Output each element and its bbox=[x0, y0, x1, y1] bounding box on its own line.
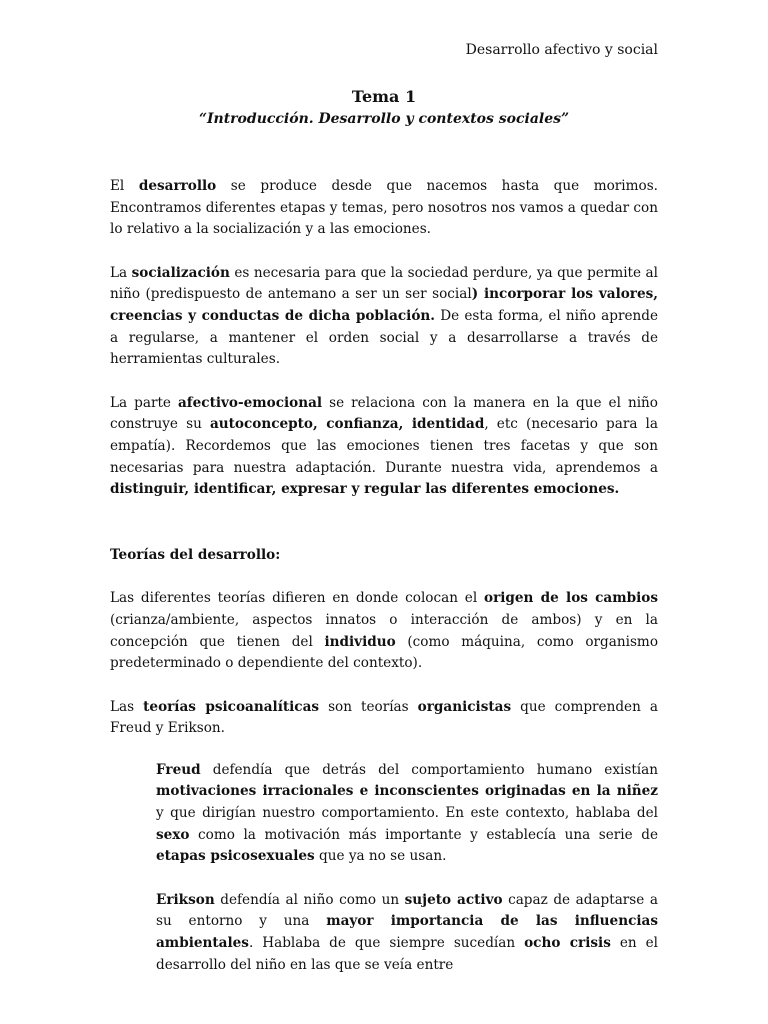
bold-text-run: socialización bbox=[131, 264, 230, 281]
text-run: La bbox=[110, 264, 132, 281]
text-run: y que dirigían nuestro comportamiento. En este contexto, hablaba del bbox=[156, 805, 658, 822]
bold-text-run: sujeto activo bbox=[404, 891, 503, 908]
bold-text-run: etapas psicosexuales bbox=[156, 848, 315, 865]
text-run: De esta forma, el niño aprende a regularse, a mantener el orden social y a desarrollarse a través de herramientas culturales. bbox=[110, 307, 658, 368]
running-header: Desarrollo afectivo y social bbox=[465, 42, 658, 58]
paragraph-erikson bbox=[156, 890, 658, 976]
bold-text-run: organicistas bbox=[417, 698, 512, 715]
bold-text-run: distinguir, identificar, expresar y regular las diferentes emociones. bbox=[110, 481, 620, 498]
text-run: es necesaria para que la sociedad perdure, ya que permite al niño (predispuesto de antemano a ser un ser social bbox=[110, 264, 659, 303]
paragraph-freud bbox=[156, 760, 658, 868]
text-run: en el desarrollo del niño en las que se veía entre bbox=[156, 935, 658, 973]
text-run: que ya no se usan. bbox=[314, 848, 447, 865]
text-run: que comprenden a Freud y Erikson. bbox=[110, 698, 658, 737]
paragraph-desarrollo bbox=[110, 176, 658, 241]
text-run: (como máquina, como organismo predeterminado o dependiente del contexto). bbox=[110, 633, 658, 672]
bold-text-run: origen de los cambios bbox=[484, 590, 659, 607]
text-run: capaz de adaptarse a su entorno y una bbox=[156, 891, 658, 930]
bold-text-run: desarrollo bbox=[138, 178, 217, 194]
text-run: defendía que detrás del comportamiento humano existían bbox=[200, 761, 658, 778]
text-run: son teorías bbox=[319, 698, 418, 715]
paragraph-teorias bbox=[110, 588, 658, 674]
text-run: defendía al niño como un bbox=[214, 891, 405, 908]
text-run: como la motivación más importante y establecía una serie de bbox=[189, 826, 658, 843]
bold-text-run: Freud bbox=[156, 761, 201, 778]
text-run: se relaciona con la manera en la que el niño construye su bbox=[110, 394, 658, 433]
section-heading-teorias bbox=[110, 545, 658, 567]
bold-text-run: ) incorporar los valores, creencias y conductas de dicha población. bbox=[110, 286, 659, 324]
bold-text-run: motivaciones irracionales e inconscientes originadas en la niñez bbox=[156, 783, 658, 800]
bold-text-run: afectivo-emocional bbox=[178, 394, 323, 411]
page-title: Tema 1 bbox=[351, 87, 417, 106]
text-run: Las bbox=[110, 698, 144, 715]
text-run: La parte bbox=[110, 394, 178, 411]
bold-text-run: Teorías del desarrollo: bbox=[110, 546, 281, 563]
paragraph-afectivo-emocional bbox=[110, 393, 658, 501]
bold-text-run: individuo bbox=[324, 633, 396, 650]
bold-text-run: ocho crisis bbox=[524, 935, 611, 952]
text-run: (crianza/ambiente, aspectos innatos o interacción de ambos) y en la concepción que tienen del bbox=[110, 611, 658, 650]
bold-text-run: Erikson bbox=[156, 891, 215, 908]
bold-text-run: autoconcepto, confianza, identidad bbox=[209, 416, 485, 433]
paragraph-socializacion bbox=[110, 263, 658, 371]
text-run: Las diferentes teorías difieren en donde colocan el bbox=[110, 590, 484, 607]
text-run: . Hablaba de que siempre sucedían bbox=[248, 935, 525, 952]
bold-text-run: teorías psicoanalíticas bbox=[143, 698, 320, 715]
bold-text-run: sexo bbox=[156, 826, 190, 843]
bold-text-run: mayor importancia de las influencias ambientales bbox=[156, 913, 658, 952]
text-run: se produce desde que nacemos hasta que morimos. Encontramos diferentes etapas y temas, pero nosotros nos vamos a quedar con lo relativo a la socialización y a las emociones. bbox=[110, 178, 659, 238]
text-run: , etc (necesario para la empatía). Recordemos que las emociones tienen tres facetas y que son necesarias para nuestra adaptación. Durante nuestra vida, aprendemos a bbox=[110, 416, 658, 476]
document-body bbox=[110, 176, 658, 998]
text-run: El bbox=[110, 178, 139, 194]
paragraph-psicoanaliticas bbox=[110, 697, 658, 740]
page-subtitle: “Introducción. Desarrollo y contextos sociales” bbox=[198, 111, 570, 127]
